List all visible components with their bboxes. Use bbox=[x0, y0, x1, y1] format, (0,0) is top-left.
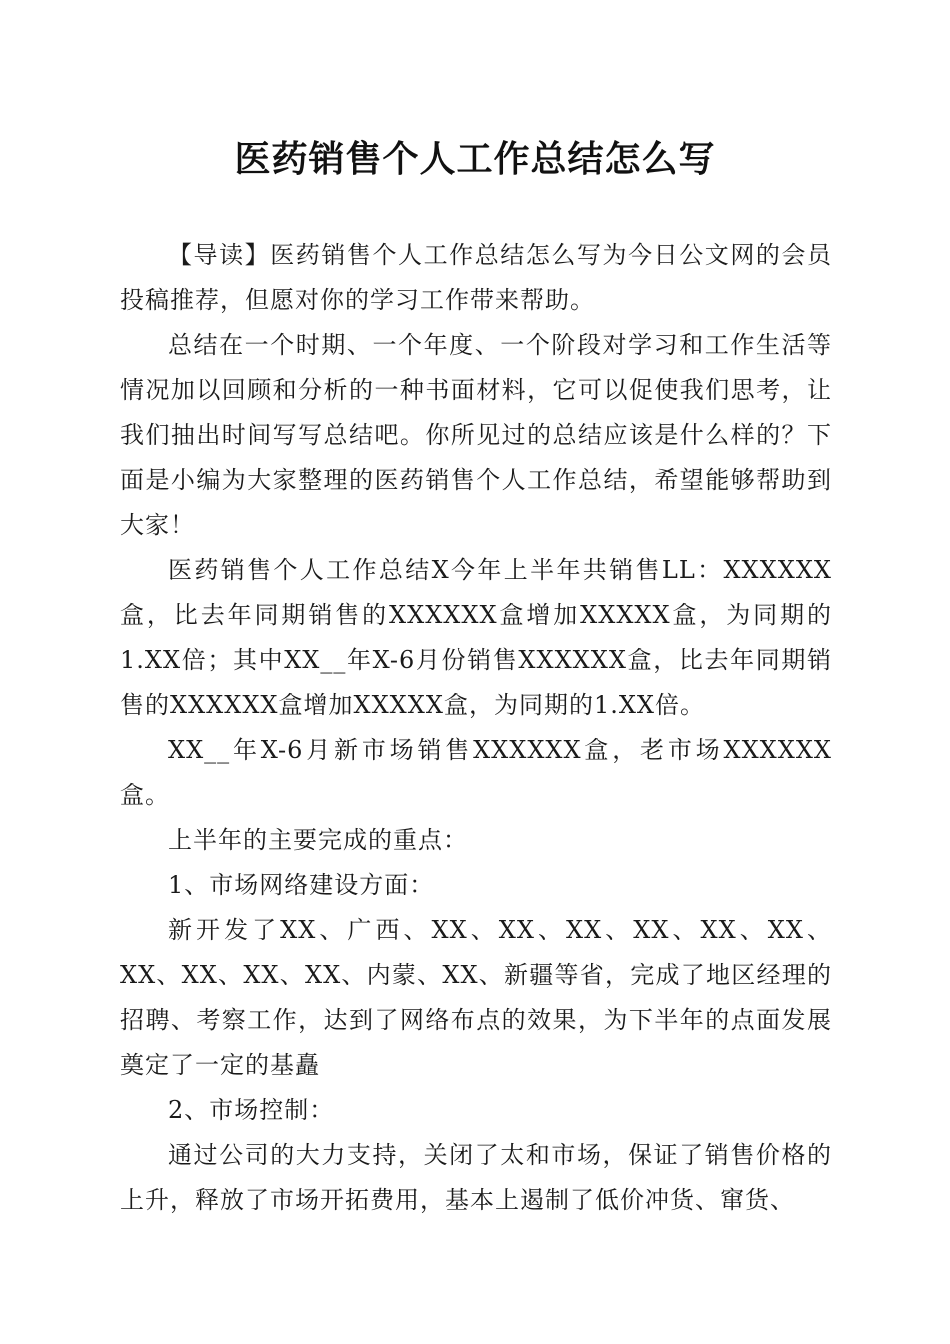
paragraph-market-sales: XX__年X-6月新市场销售XXXXXX盒，老市场XXXXXX盒。 bbox=[120, 736, 832, 809]
section-heading-network: 1、市场网络建设方面： bbox=[168, 871, 435, 899]
paragraph-summary-definition: 总结在一个时期、一个年度、一个阶段对学习和工作生活等情况加以回顾和分析的一种书面材料，它可以促使我们思考，让我们抽出时间写写总结吧。你所见过的总结应该是什么样的？下面是小编为大家整理的医药销售个人工作总结，希望能够帮助到大家！ bbox=[120, 331, 832, 539]
paragraph-sales-figures: 医药销售个人工作总结X今年上半年共销售LL：XXXXXX盒，比去年同期销售的XXXXXX盒增加XXXXX盒，为同期的1.XX倍；其中XX__年X-6月份销售XXXXXX盒，比去年同期销售的XXXXXX盒增加XXXXX盒，为同期的1.XX倍。 bbox=[120, 556, 832, 719]
paragraph-network-details: 新开发了XX、广西、XX、XX、XX、XX、XX、XX、XX、XX、XX、XX、内蒙、XX、新疆等省，完成了地区经理的招聘、考察工作，达到了网络布点的效果，为下半年的点面发展奠定了一定的基矗 bbox=[120, 916, 832, 1079]
paragraph-key-points-heading: 上半年的主要完成的重点： bbox=[168, 826, 468, 854]
document-title: 医药销售个人工作总结怎么写 bbox=[234, 138, 716, 180]
paragraph-market-control-details: 通过公司的大力支持，关闭了太和市场，保证了销售价格的上升，释放了市场开拓费用，基本上遏制了低价冲货、窜货、 bbox=[120, 1141, 832, 1214]
paragraph-intro: 【导读】医药销售个人工作总结怎么写为今日公文网的会员投稿推荐，但愿对你的学习工作带来帮助。 bbox=[120, 241, 832, 314]
document-body bbox=[120, 233, 832, 1223]
section-heading-market-control: 2、市场控制： bbox=[168, 1096, 335, 1124]
